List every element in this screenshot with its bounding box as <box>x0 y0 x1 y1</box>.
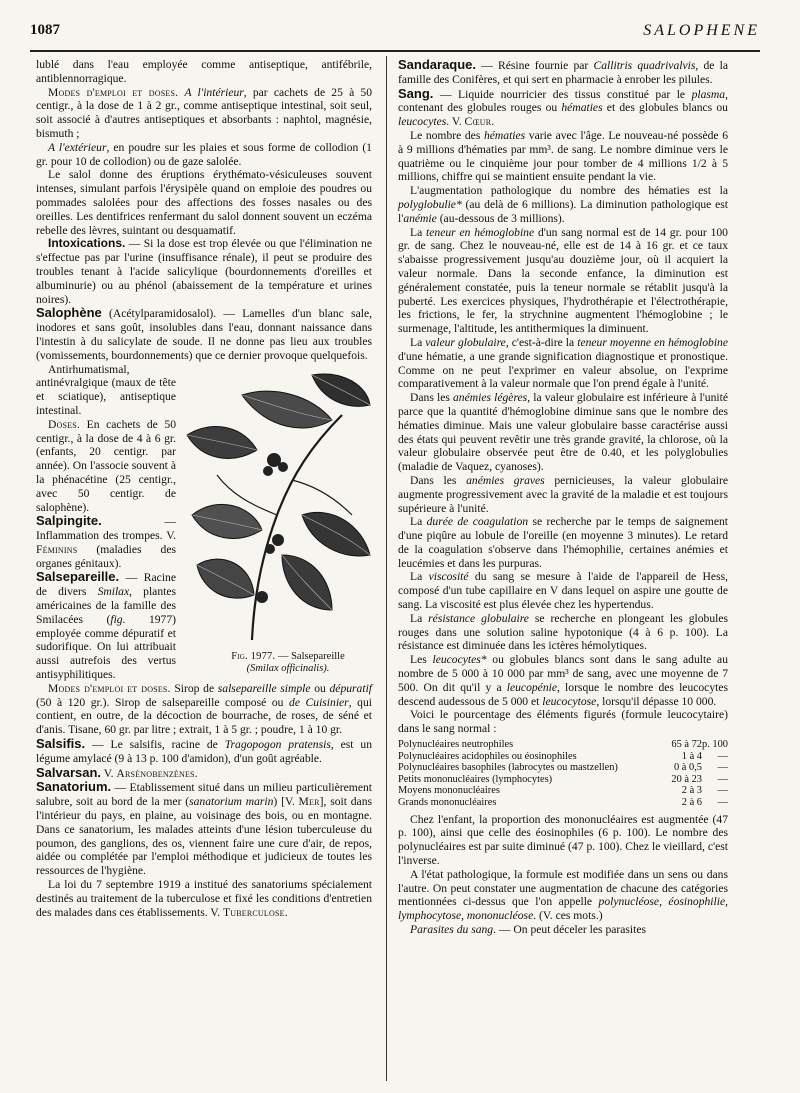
page-header <box>30 20 760 52</box>
cross-reference: Féminins <box>36 542 78 556</box>
entry-sang: Sang. — Liquide nourricier des tissus constitué par le plasma, contenant des globules rouges ou hématies et des globules blancs ou leucocytes. V. Cœur. <box>398 85 728 129</box>
formula-row <box>398 774 728 786</box>
headword-sandaraque: Sandaraque. <box>398 57 477 72</box>
salophene-indications: Antirhumatismal, antinévralgique (maux de tête et sciatique), antiseptique intestinal. <box>36 362 176 417</box>
headword-salvarsan: Salvarsan. <box>36 764 102 780</box>
formula-cell-range: 2 à 3 <box>681 785 702 797</box>
formula-cell-name: Grands mononucléaires <box>398 797 497 809</box>
salol-eruptions-paragraph: Le salol donne des éruptions érythémato-vésiculeuses souvent intenses, simulant parfois l'érysipèle quand on emploie des poudres ou pommades salolées pour des affections des fosses nasales ou des oreilles. Les dentifrices renfermant du salol donnent souvent un eczéma rebelle des lèvres, suintant ou desquamatif. <box>36 168 372 237</box>
formula-row <box>398 751 728 763</box>
formula-cell-name: Petits mononucléaires (lymphocytes) <box>398 773 553 785</box>
formula-cell-range: 1 à 4 <box>681 750 702 762</box>
headword-sanatorium: Sanatorium. <box>36 779 112 795</box>
sanatorium-law: La loi du 7 septembre 1919 a institué des sanatoriums spécialement destinés au traitement de la tuberculose et fixé les conditions d'entretien des malades dans ces établissements. V. Tuberculose. <box>36 878 372 919</box>
formula-row <box>398 785 728 797</box>
formula-cell-range: 65 à 72 <box>671 739 702 751</box>
formula-row <box>398 797 728 809</box>
leucocyte-formula-table <box>398 739 728 809</box>
formula-cell-unit: — <box>717 750 728 762</box>
formula-cell-unit: — <box>717 797 728 809</box>
cross-reference: Mer <box>298 795 320 809</box>
formula-row <box>398 762 728 774</box>
sang-hemoglobine: La teneur en hémoglobine d'un sang normal est de 14 gr. pour 100 gr. de sang. Chez le nouveau-né, elle est de 14 à 16 gr. et ce taux s'abaisse progressivement jusqu'au douzième jour, où il acquiert la valeur normale. Dans la seconde enfance, la diminution est généralement constatée, puis la teneur normale se rétablit jusqu'à la puberté. Les exercices physiques, l'hydrothérapie et l'électrothérapie, les frictions, le fer, la strychnine augmentent l'hémoglobine ; le surmenage, l'altitude, les antithermiques la diminuent. <box>398 225 728 336</box>
entry-salophene: Salophène (Acétylparamidosalol). — Lamelles d'un blanc sale, inodores et sans goût, insolubles dans l'eau, donnant naissance dans l'intestin à du salicylate de soude. Il ne donne pas lieu aux troubles (vomissements, bourdonnements) que ce dernier provoque quelquefois. <box>36 305 372 362</box>
salol-doses-paragraph: Modes d'emploi et doses. A l'intérieur, par cachets de 25 à 50 centigr., à la dose de 1 à 2 gr., comme antiseptique intestinal, soit seul, soit associé à d'autres antiseptiques et absorbants : naphtol, magnésie, bismuth ; <box>36 85 373 140</box>
sang-resistance: La résistance globulaire se recherche en plongeant les globules rouges dans une solution saline hypotonique (4 à 6 p. 100). La résistance est diminuée dans les ictères hémolytiques. <box>398 611 728 653</box>
sang-anemies-graves: Dans les anémies graves pernicieuses, la valeur globulaire augmente progressivement avec la gravité de la maladie et est toujours supérieure à l'unité. <box>398 473 728 515</box>
sang-valeur-globulaire: La valeur globulaire, c'est-à-dire la teneur moyenne en hémoglobine d'une hématie, a une grande signification diagnostique et pronostique. Comme on ne peut l'exprimer en valeur absolue, on l'exprime comparativement à la valeur normale que l'on prend égale à l'unité. <box>398 335 728 391</box>
column-divider <box>386 56 387 1081</box>
formula-cell-unit: — <box>717 762 728 774</box>
formula-row <box>398 739 728 751</box>
salol-intoxications-paragraph: Intoxications. — Si la dose est trop élevée ou que l'élimination ne s'effectue pas par l'urine (insuffisance rénale), il peut se produire des troubles tenant à l'acide salicylique (bourdonnements d'oreilles et albuminurie) ou au phénol (abaissement de la température et urines noires). <box>36 236 372 306</box>
figure-salsepareille <box>182 365 372 675</box>
sang-enfant: Chez l'enfant, la proportion des mononucléaires est augmentée (47 p. 100), ainsi que celle des éosinophiles (6 p. 100). Le nombre des polynucléaires est par suite diminué (47 p. 100). Chez le vieillard, c'est l'inverse. <box>398 812 728 867</box>
sang-polyglobulie: L'augmentation pathologique du nombre des hématies est la polyglobulie* (au delà de 6 millions). La diminution pathologique est l'anémie (au-dessous de 3 millions). <box>398 184 728 225</box>
cross-reference: Cœur. <box>464 115 495 129</box>
entry-sandaraque: Sandaraque. — Résine fournie par Callitris quadrivalvis, de la famille des Conifères, et qui sert en pharmacie à enrober les pilules. <box>398 57 728 86</box>
running-title: SALOPHENE <box>643 22 760 39</box>
sang-hematies: Le nombre des hématies varie avec l'âge. Le nouveau-né possède 6 à 9 millions d'hématies par mm³. de sang. Le nombre diminue vers le quatrième ou le cinquième jour pour tomber de 4 millions 1/2 à 5 millions, chiffre qui se maintient ensuite pendant la vie. <box>398 128 728 184</box>
figure-caption: Fig. 1977. — Salsepareille (Smilax officinalis). <box>231 650 345 674</box>
sang-anemies-legeres: Dans les anémies légères, la valeur globulaire est inférieure à l'unité parce que la quantité d'hémoglobine diminue sans que le nombre des hématies diminue. Mais une valeur globulaire basse caractérise aussi des états qui peuvent revêtir une très grande gravité, la chlorose, où la valeur globulaire observée peut être de 0.40, et les polyglobulies (maladie de Vaquez, cyanoses). <box>398 391 728 474</box>
cross-reference: Tuberculose. <box>222 905 288 919</box>
sang-parasites: Parasites du sang. — On peut déceler les parasites <box>410 922 647 936</box>
headword-salpingite: Salpingite. <box>36 513 102 529</box>
headword-sang: Sang. <box>398 85 434 101</box>
entry-salsifis: Salsifis. — Le salsifis, racine de Tragopogon pratensis, est un légume amylacé (9 à 13 p. 100 d'amidon), d'un goût agréable. <box>36 736 372 765</box>
page-number: 1087 <box>30 22 60 38</box>
formula-cell-unit: — <box>717 785 728 797</box>
entry-salvarsan: Salvarsan. V. Arsénobenzènes. <box>36 764 198 780</box>
entry-sanatorium: Sanatorium. — Etablissement situé dans un milieu particulièrement salubre, soit au bord de la mer (sanatorium marin) [V. Mer], soit dans l'intérieur du pays, en plaine, au voisinage des bois, ou en montagne. Dans ce sanatorium, les malades atteints d'une lésion tuberculeuse du poumon, des ganglions, des os, viennent faire une cure d'air, de repos, aidée ou complétée par l'emploi méthodique et judicieux de toutes les ressources de l'hygiène. <box>36 779 373 878</box>
entry-salsepareille: Salsepareille. — Racine de divers Smilax, plantes américaines de la famille des Smilacées (fig. 1977) employée comme dépuratif et sudorifique. On lui attribuait aussi autrefois des vertus antisyphilitiques. <box>36 569 177 682</box>
sang-viscosite: La viscosité du sang se mesure à l'aide de l'appareil de Hess, composé d'un tube capillaire en V dans lequel on aspire une goutte de sang. La viscosité est plus élevée chez les hypertendus. <box>398 570 728 612</box>
headword-salsepareille: Salsepareille. <box>36 569 120 585</box>
formula-cell-range: 2 à 6 <box>681 797 702 809</box>
sang-pathologique: A l'état pathologique, la formule est modifiée dans un sens ou dans l'autre. On peut constater une augmentation de chacune des catégories mentionnées ci-dessus que l'on appelle polynucléose, éosinophilie, lymphocytose, mononucléose. (V. ces mots.) <box>398 867 729 923</box>
salsepareille-doses: Modes d'emploi et doses. Sirop de salsepareille simple ou dépuratif (50 à 120 gr.). Sirop de salsepareille composé ou de Cuisinier, qui contient, en outre, de la décoction de bourrache, de roses, de séné et d'anis. Tisane, 60 gr. par litre ; extrait, 1 à 5 gr. ; poudre, 1 à 10 gr. <box>36 681 373 737</box>
cross-reference: Arsénobenzènes. <box>116 766 198 780</box>
formula-cell-name: Polynucléaires basophiles (labrocytes ou mastzellen) <box>398 762 618 774</box>
right-column <box>398 58 728 937</box>
salsepareille-plant-illustration <box>182 365 372 645</box>
formula-cell-name: Moyens mononucléaires <box>398 785 500 797</box>
formula-cell-unit: p. 100 <box>702 739 728 751</box>
left-column <box>36 58 372 919</box>
sang-coagulation: La durée de coagulation se recherche par le temps de saignement d'une piqûre au lobule de l'oreille (en moyenne 3 minutes). Le retard de la coagulation s'observe dans l'hémophilie, certaines anémies et leucémies et dans les purpuras. <box>398 515 728 570</box>
formula-cell-unit: — <box>717 773 728 785</box>
headword-salsifis: Salsifis. <box>36 736 86 752</box>
formula-cell-range: 20 à 23 <box>671 773 702 785</box>
sang-formule-intro: Voici le pourcentage des éléments figurés (formule leucocytaire) dans le sang normal : <box>398 708 728 736</box>
formula-cell-range: 0 à 0,5 <box>674 762 702 774</box>
formula-cell-name: Polynucléaires neutrophiles <box>398 739 514 751</box>
salol-use-paragraph: lublé dans l'eau employée comme antiseptique, antifébrile, antiblennorragique. <box>36 58 372 85</box>
salol-external-paragraph: A l'extérieur, en poudre sur les plaies et sous forme de collodion (1 gr. pour 10 de collodion) ou de gaze salolée. <box>36 140 372 168</box>
headword-salophene: Salophène <box>36 305 102 321</box>
sang-leucocytes: Les leucocytes* ou globules blancs sont dans le sang adulte au nombre de 5 000 à 10 000 par mm³ de sang, avec une moyenne de 7 500. On dit qu'il y a leucopénie, lorsque le nombre des leucocytes descend audessous de 5 000 et leucocytose, lorsqu'il dépasse 10 000. <box>398 653 729 708</box>
entry-salpingite: Salpingite. — Inflammation des trompes. V. Féminins (maladies des organes génitaux). <box>36 513 176 570</box>
salophene-doses: Doses. En cachets de 50 centigr., à la dose de 4 à 6 gr. (enfants, 20 centigr. par année). On l'associe souvent à la phénacétine (25 centigr., avec 50 centigr. de salophène). <box>36 417 176 514</box>
formula-cell-name: Polynucléaires acidophiles ou éosinophiles <box>398 750 577 762</box>
